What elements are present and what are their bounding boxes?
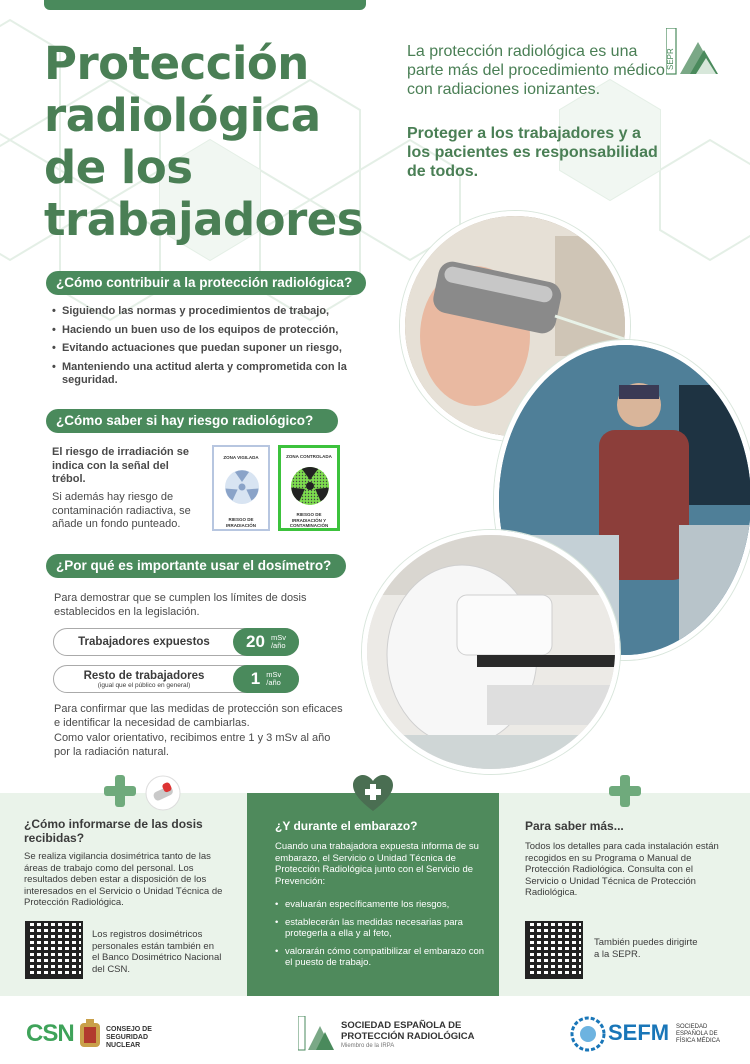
dosimeter-heading: ¿Por qué es importante usar el dosímetro? <box>46 554 346 578</box>
dose-value: 1 <box>250 669 261 688</box>
list-item: • Evitando actuaciones que puedan suponer un riesgo, <box>52 342 352 356</box>
dose-value: 20 <box>246 632 265 651</box>
list-item: • evaluarán específicamente los riesgos, <box>275 899 485 911</box>
dose-row-title: Trabajadores expuestos <box>78 636 210 648</box>
controlled-zone-sign <box>278 445 340 531</box>
dose-info-title: ¿Cómo informarse de las dosis recibidas? <box>24 817 203 845</box>
dose-value-badge <box>233 628 299 656</box>
title-line-4: trabajadores <box>44 193 364 246</box>
dosimeter-text-1: Para demostrar que se cumplen los límites de dosis establecidos en la legislación. <box>54 592 307 618</box>
sepr-subtitle: Miembro de la IRPA <box>341 1043 395 1049</box>
title-line-1: Protección <box>44 37 309 90</box>
pregnancy-list <box>275 899 485 969</box>
dose-row-label <box>54 666 234 692</box>
dose-value-badge <box>233 665 299 693</box>
linac-photo <box>362 530 620 774</box>
list-item: • Siguiendo las normas y procedimientos de trabajo, <box>52 305 352 319</box>
sepr-footer-logo-icon <box>298 1016 336 1052</box>
csn-qr-code[interactable] <box>25 921 83 979</box>
heart-plus-icon <box>353 775 393 813</box>
sign2-bottom-label: RIESGO DE IRRADIACIÓN Y CONTAMINACIÓN <box>289 512 329 528</box>
coat-of-arms-icon <box>78 1019 102 1049</box>
page-title <box>44 38 404 246</box>
trefoil-icon <box>224 469 260 505</box>
dose-info-panel <box>0 793 247 996</box>
top-accent-bar <box>44 0 366 10</box>
sign2-top-label: ZONA CONTROLADA <box>286 454 332 459</box>
dose-info-text: Se realiza vigilancia dosimétrica tanto de las áreas de trabajo como del personal. Los resultados deben estar a disposición de los interesados en el Servicio o Unidad Técnica de Protección Radiológica. <box>24 851 223 908</box>
dose-limit-row <box>53 628 299 656</box>
title-line-3: de los <box>44 141 193 194</box>
dose-unit: mSv /año <box>270 633 286 650</box>
dosimeter-text-2: Para confirmar que las medidas de protección son eficaces e identificar la necesidad de cambiarlas. <box>54 703 343 729</box>
contribute-heading: ¿Cómo contribuir a la protección radiológica? <box>46 271 366 295</box>
dose-info-qr-text: Los registros dosimétricos personales están también en el Banco Dosimétrico Nacional del CSN. <box>92 929 222 975</box>
plus-icon <box>609 775 641 807</box>
list-item: • Manteniendo una actitud alerta y comprometida con la seguridad. <box>52 361 352 388</box>
dose-unit: mSv /año <box>266 670 282 687</box>
risk-text-bold: El riesgo de irradiación se indica con la señal del trébol. <box>52 446 189 485</box>
intro-text: La protección radiológica es una parte más del procedimiento médico con radiaciones ionizantes. <box>407 43 665 98</box>
sepr-logo-icon <box>666 28 724 78</box>
dosimeter-text-3: Como valor orientativo, recibimos entre 1 y 3 mSv al año por la radiación natural. <box>54 732 331 758</box>
list-item: • establecerán las medidas necesarias para protegerla a ella y al feto, <box>275 917 485 940</box>
more-info-title: Para saber más... <box>525 819 624 833</box>
contribute-list <box>52 305 352 393</box>
csn-name: CONSEJO DE SEGURIDAD NUCLEAR <box>106 1026 152 1049</box>
sepr-qr-code[interactable] <box>525 921 583 979</box>
more-info-text: Todos los detalles para cada instalación están recogidos en su Programa o Manual de Protección Radiológica. Consulta con el Servicio o Unidad Técnica de Protección Radiológica. <box>525 841 719 898</box>
sefm-logo: SEFM <box>608 1020 670 1045</box>
csn-logo: CSN <box>26 1020 74 1047</box>
supervised-zone-sign <box>212 445 270 531</box>
dosimeter-icon <box>145 775 181 811</box>
sefm-logo-icon <box>570 1016 606 1052</box>
sepr-logo-text: SEPR <box>666 48 675 70</box>
title-line-2: radiológica <box>44 89 321 142</box>
sign1-bottom-label: RIESGO DE IRRADIACIÓN <box>226 517 256 528</box>
pregnancy-title: ¿Y durante el embarazo? <box>275 819 418 833</box>
intro-bold-text: Proteger a los trabajadores y a los pacientes es responsabilidad de todos. <box>407 125 658 180</box>
more-info-panel <box>499 793 750 996</box>
risk-heading: ¿Cómo saber si hay riesgo radiológico? <box>46 409 338 433</box>
list-item: • Haciendo un buen uso de los equipos de protección, <box>52 324 352 338</box>
trefoil-dotted-icon <box>290 466 330 506</box>
sepr-name: SOCIEDAD ESPAÑOLA DE PROTECCIÓN RADIOLÓGICA <box>341 1020 475 1042</box>
dose-limit-row <box>53 665 299 693</box>
more-info-qr-text: También puedes dirigirte a la SEPR. <box>594 937 698 960</box>
pregnancy-panel <box>247 793 499 996</box>
sign1-top-label: ZONA VIGILADA <box>223 455 259 460</box>
dose-row-title: Resto de trabajadores <box>83 669 205 682</box>
risk-text: Si además hay riesgo de contaminación radiactiva, se añade un fondo punteado. <box>52 491 191 530</box>
list-item: • valorarán cómo compatibilizar el embarazo con el puesto de trabajo. <box>275 946 485 969</box>
sefm-name: SOCIEDAD ESPAÑOLA DE FÍSICA MÉDICA <box>676 1024 721 1044</box>
plus-icon <box>104 775 136 807</box>
dose-row-subtitle: (igual que el público en general) <box>97 681 191 689</box>
dose-row-label <box>54 629 234 655</box>
pregnancy-text: Cuando una trabajadora expuesta informa de su embarazo, el Servicio o Unidad Técnica de Protección Radiológica junto con el Servicio de Prevención: <box>275 841 479 887</box>
